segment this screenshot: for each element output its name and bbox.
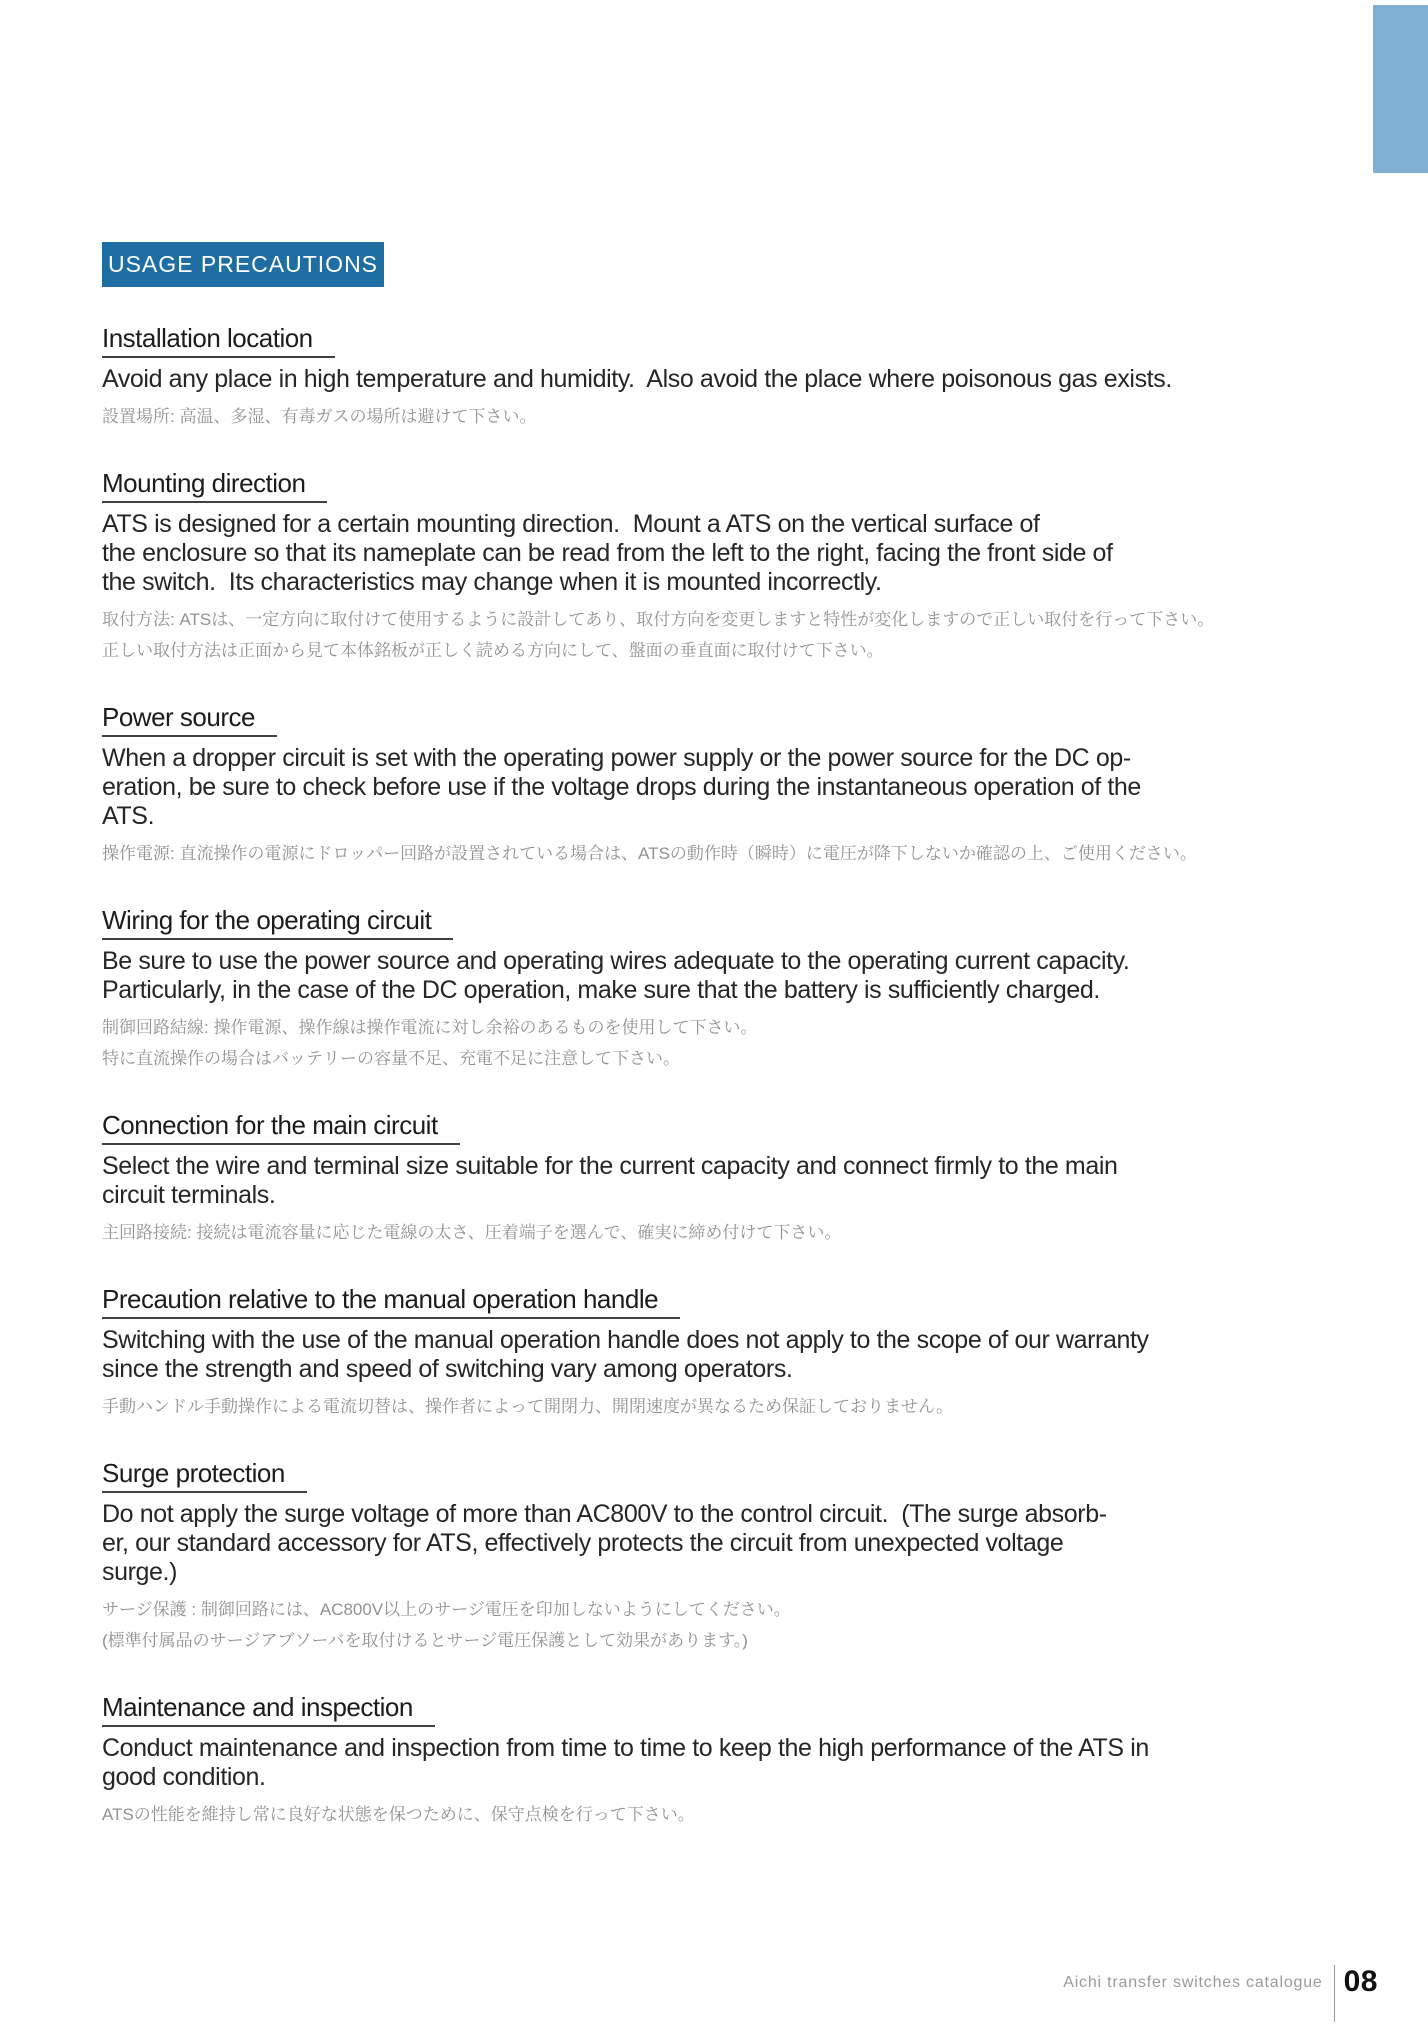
section-body-ja (102, 1391, 1372, 1422)
body-line-en: er, our standard accessory for ATS, effectively protects the circuit from unexpected voltage (102, 1529, 1064, 1557)
footer-divider (1334, 1965, 1335, 2022)
footer-page-number: 08 (1343, 1965, 1378, 1998)
body-line-en: since the strength and speed of switching vary among operators. (102, 1355, 793, 1383)
body-line-en: good condition. (102, 1763, 266, 1791)
footer (1063, 1962, 1378, 2022)
body-line-ja: 主回路接続: 接続は電流容量に応じた電線の太さ、圧着端子を選んで、確実に締め付けて下さい。 (102, 1223, 842, 1242)
body-line-ja: サージ保護 : 制御回路には、AC800V以上のサージ電圧を印加しないようにしてください。 (102, 1600, 791, 1619)
precaution-section (102, 1286, 1372, 1422)
section-heading: Wiring for the operating circuit (102, 907, 453, 940)
body-line-en: When a dropper circuit is set with the operating power supply or the power source for the DC op- (102, 744, 1131, 772)
body-line-en: Select the wire and terminal size suitable for the current capacity and connect firmly to the main (102, 1152, 1118, 1180)
body-line-en: Switching with the use of the manual operation handle does not apply to the scope of our warranty (102, 1326, 1149, 1354)
section-body-ja (102, 1012, 1372, 1074)
section-body-en (102, 744, 1372, 831)
precaution-section (102, 1694, 1372, 1830)
content (102, 242, 1372, 1830)
body-line-ja: 取付方法: ATSは、一定方向に取付けて使用するように設計してあり、取付方向を変更しますと特性が変化しますので正しい取付を行って下さい。 (102, 610, 1215, 629)
section-heading: Mounting direction (102, 470, 327, 503)
body-line-en: ATS. (102, 802, 155, 830)
body-line-en: ATS is designed for a certain mounting direction. Mount a ATS on the vertical surface of (102, 510, 1040, 538)
body-line-ja: 制御回路結線: 操作電源、操作線は操作電流に対し余裕のあるものを使用して下さい。 (102, 1018, 758, 1037)
section-body-ja (102, 1594, 1372, 1656)
footer-catalogue-label: Aichi transfer switches catalogue (1063, 1974, 1323, 1991)
body-line-ja: 特に直流操作の場合はバッテリーの容量不足、充電不足に注意して下さい。 (102, 1049, 680, 1068)
body-line-en: Do not apply the surge voltage of more than AC800V to the control circuit. (The surge absorb- (102, 1500, 1107, 1528)
body-line-en: Particularly, in the case of the DC operation, make sure that the battery is sufficiently charged. (102, 976, 1100, 1004)
section-body-en (102, 1326, 1372, 1384)
usage-precautions-badge: USAGE PRECAUTIONS (102, 242, 384, 287)
body-line-ja: 設置場所: 高温、多湿、有毒ガスの場所は避けて下さい。 (102, 407, 537, 426)
body-line-en: circuit terminals. (102, 1181, 276, 1209)
precaution-section (102, 470, 1372, 666)
body-line-ja: ATSの性能を維持し常に良好な状態を保つために、保守点検を行って下さい。 (102, 1805, 695, 1824)
section-body-en (102, 947, 1372, 1005)
body-line-en: eration, be sure to check before use if the voltage drops during the instantaneous operation of the (102, 773, 1141, 801)
precaution-section (102, 704, 1372, 869)
body-line-en: the enclosure so that its nameplate can be read from the left to the right, facing the front side of (102, 539, 1113, 567)
body-line-en: the switch. Its characteristics may change when it is mounted incorrectly. (102, 568, 882, 596)
section-heading: Precaution relative to the manual operation handle (102, 1286, 680, 1319)
corner-accent (1373, 5, 1428, 173)
section-body-en (102, 510, 1372, 597)
body-line-en: Be sure to use the power source and operating wires adequate to the operating current capacity. (102, 947, 1130, 975)
precaution-section (102, 325, 1372, 432)
section-body-ja (102, 838, 1372, 869)
section-body-en (102, 1152, 1372, 1210)
body-line-en: Conduct maintenance and inspection from time to time to keep the high performance of the ATS in (102, 1734, 1149, 1762)
precaution-section (102, 1112, 1372, 1248)
section-body-ja (102, 401, 1372, 432)
body-line-ja: 正しい取付方法は正面から見て本体銘板が正しく読める方向にして、盤面の垂直面に取付けて下さい。 (102, 641, 884, 660)
body-line-en: Avoid any place in high temperature and humidity. Also avoid the place where poisonous gas exists. (102, 365, 1172, 393)
body-line-ja: (標準付属品のサージアブソーバを取付けるとサージ電圧保護として効果があります。) (102, 1631, 748, 1650)
section-body-en (102, 1734, 1372, 1792)
section-heading: Power source (102, 704, 277, 737)
body-line-en: surge.) (102, 1558, 178, 1586)
section-heading: Connection for the main circuit (102, 1112, 460, 1145)
precaution-section (102, 907, 1372, 1074)
section-body-ja (102, 604, 1372, 666)
precaution-section (102, 1460, 1372, 1656)
body-line-ja: 手動ハンドル手動操作による電流切替は、操作者によって開閉力、開閉速度が異なるため保証しておりません。 (102, 1397, 954, 1416)
section-body-en (102, 1500, 1372, 1587)
section-body-ja (102, 1217, 1372, 1248)
section-body-ja (102, 1799, 1372, 1830)
section-body-en (102, 365, 1372, 394)
body-line-ja: 操作電源: 直流操作の電源にドロッパー回路が設置されている場合は、ATSの動作時（瞬時）に電圧が降下しないか確認の上、ご使用ください。 (102, 844, 1197, 863)
section-heading: Maintenance and inspection (102, 1694, 435, 1727)
precaution-sections (102, 325, 1372, 1830)
section-heading: Surge protection (102, 1460, 307, 1493)
section-heading: Installation location (102, 325, 335, 358)
